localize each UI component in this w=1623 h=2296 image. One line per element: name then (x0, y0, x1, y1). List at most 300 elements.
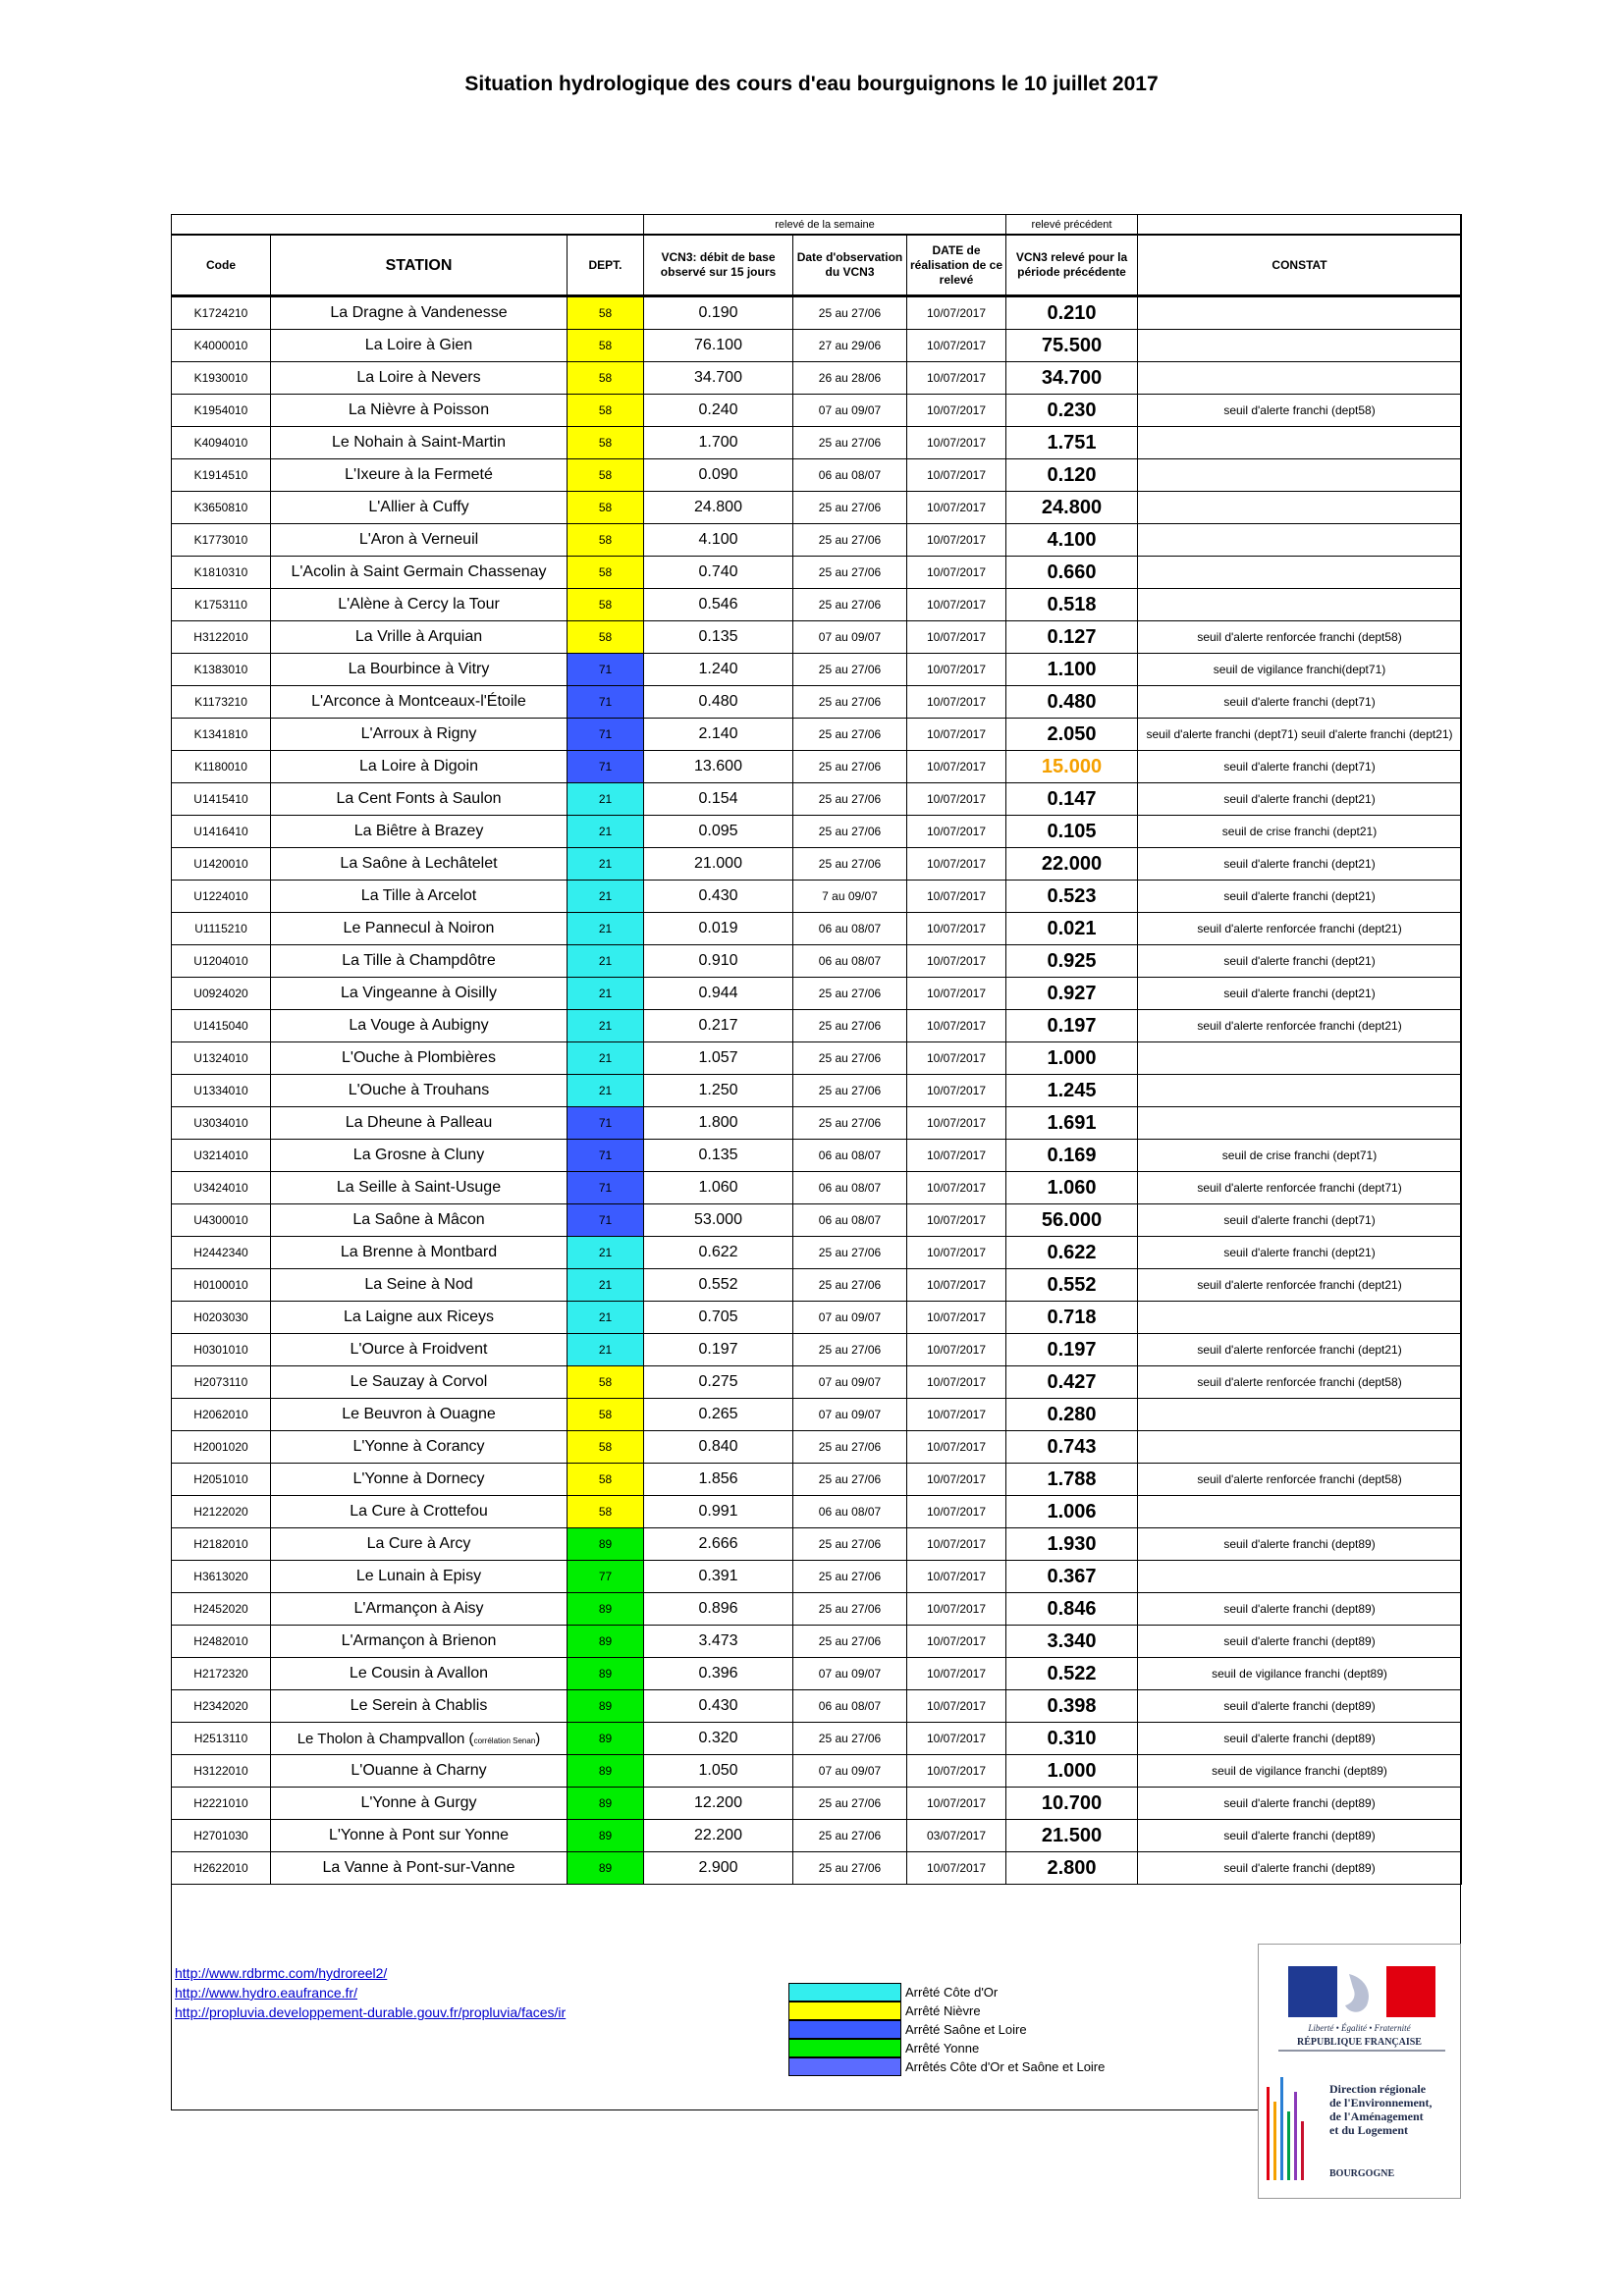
previous-vcn3-value: 0.280 (1006, 1399, 1138, 1431)
dept-code: 21 (568, 848, 644, 881)
vcn3-value: 0.197 (644, 1334, 793, 1366)
vcn3-value: 0.430 (644, 881, 793, 913)
vcn3-value: 0.240 (644, 395, 793, 427)
previous-vcn3-value: 1.006 (1006, 1496, 1138, 1528)
resource-link[interactable]: http://www.hydro.eaufrance.fr/ (175, 1985, 357, 2001)
observation-date: 07 au 09/07 (793, 1366, 907, 1399)
observation-date: 25 au 27/06 (793, 492, 907, 524)
previous-vcn3-value: 0.743 (1006, 1431, 1138, 1464)
previous-vcn3-value: 22.000 (1006, 848, 1138, 881)
station-name: La Saône à Lechâtelet (271, 848, 568, 881)
station-name: L'Armançon à Brienon (271, 1626, 568, 1658)
station-code: U3214010 (172, 1140, 271, 1172)
release-date: 10/07/2017 (907, 1690, 1006, 1723)
previous-vcn3-value: 0.523 (1006, 881, 1138, 913)
station-code: K1383010 (172, 654, 271, 686)
constat-text (1138, 362, 1462, 395)
constat-text: seuil d'alerte franchi (dept21) (1138, 783, 1462, 816)
dept-code: 71 (568, 751, 644, 783)
dreal-logo (1258, 1944, 1461, 2199)
dept-code: 71 (568, 1172, 644, 1204)
observation-date: 25 au 27/06 (793, 1788, 907, 1820)
release-date: 10/07/2017 (907, 1723, 1006, 1755)
table-row (172, 1852, 1462, 1885)
dept-code: 89 (568, 1723, 644, 1755)
station-name: La Cure à Arcy (271, 1528, 568, 1561)
dept-code: 58 (568, 589, 644, 621)
previous-vcn3-value: 0.518 (1006, 589, 1138, 621)
hydro-table (171, 214, 1462, 1885)
station-name: La Seine à Nod (271, 1269, 568, 1302)
release-date: 10/07/2017 (907, 1269, 1006, 1302)
observation-date: 07 au 09/07 (793, 1399, 907, 1431)
release-date: 10/07/2017 (907, 945, 1006, 978)
release-date: 10/07/2017 (907, 1658, 1006, 1690)
table-row (172, 557, 1462, 589)
release-date: 10/07/2017 (907, 1755, 1006, 1788)
vcn3-value: 34.700 (644, 362, 793, 395)
table-row (172, 459, 1462, 492)
table-row (172, 1561, 1462, 1593)
station-name: La Loire à Digoin (271, 751, 568, 783)
previous-vcn3-value: 2.800 (1006, 1852, 1138, 1885)
release-date: 10/07/2017 (907, 751, 1006, 783)
legend-item (788, 2039, 1105, 2057)
column-header-row (172, 235, 1462, 296)
col-header-prev-vcn3: VCN3 relevé pour la période précédente (1006, 235, 1138, 296)
release-date: 10/07/2017 (907, 978, 1006, 1010)
constat-text: seuil de vigilance franchi(dept71) (1138, 654, 1462, 686)
previous-vcn3-value: 0.230 (1006, 395, 1138, 427)
constat-text: seuil d'alerte franchi (dept21) (1138, 881, 1462, 913)
vcn3-value: 21.000 (644, 848, 793, 881)
observation-date: 25 au 27/06 (793, 524, 907, 557)
table-row (172, 1464, 1462, 1496)
constat-text: seuil d'alerte renforcée franchi (dept21) (1138, 1269, 1462, 1302)
previous-vcn3-value: 0.197 (1006, 1334, 1138, 1366)
vcn3-value: 0.217 (644, 1010, 793, 1042)
station-name: La Tille à Champdôtre (271, 945, 568, 978)
vcn3-value: 4.100 (644, 524, 793, 557)
constat-text (1138, 427, 1462, 459)
station-name: La Bourbince à Vitry (271, 654, 568, 686)
table-row (172, 1172, 1462, 1204)
vcn3-value: 13.600 (644, 751, 793, 783)
previous-vcn3-value: 0.718 (1006, 1302, 1138, 1334)
station-code: H0301010 (172, 1334, 271, 1366)
legend-label: Arrêtés Côte d'Or et Saône et Loire (905, 2059, 1106, 2074)
station-name: La Vrille à Arquian (271, 621, 568, 654)
constat-text: seuil d'alerte franchi (dept89) (1138, 1626, 1462, 1658)
dept-code: 21 (568, 913, 644, 945)
legend-label: Arrêté Saône et Loire (905, 2022, 1027, 2037)
table-row (172, 1010, 1462, 1042)
table-row (172, 913, 1462, 945)
constat-text: seuil d'alerte franchi (dept89) (1138, 1690, 1462, 1723)
observation-date: 25 au 27/06 (793, 589, 907, 621)
observation-date: 25 au 27/06 (793, 783, 907, 816)
resource-link[interactable]: http://www.rdbrmc.com/hydroreel2/ (175, 1965, 388, 1981)
group-header-blank (172, 215, 644, 236)
observation-date: 07 au 09/07 (793, 1302, 907, 1334)
table-row (172, 1042, 1462, 1075)
table-row (172, 1820, 1462, 1852)
vcn3-value: 0.896 (644, 1593, 793, 1626)
release-date: 10/07/2017 (907, 1140, 1006, 1172)
dept-code: 58 (568, 362, 644, 395)
table-row (172, 945, 1462, 978)
release-date: 10/07/2017 (907, 654, 1006, 686)
previous-vcn3-value: 0.197 (1006, 1010, 1138, 1042)
station-code: K1954010 (172, 395, 271, 427)
observation-date: 06 au 08/07 (793, 1204, 907, 1237)
legend-swatch (788, 1983, 901, 2002)
constat-text (1138, 1107, 1462, 1140)
table-row (172, 1593, 1462, 1626)
dept-code: 89 (568, 1528, 644, 1561)
release-date: 10/07/2017 (907, 1464, 1006, 1496)
vcn3-value: 0.546 (644, 589, 793, 621)
previous-vcn3-value: 0.660 (1006, 557, 1138, 589)
constat-text: seuil d'alerte franchi (dept21) (1138, 848, 1462, 881)
col-header-vcn3: VCN3: débit de base observé sur 15 jours (644, 235, 793, 296)
station-code: H2073110 (172, 1366, 271, 1399)
logo-republic: RÉPUBLIQUE FRANÇAISE (1297, 2037, 1422, 2048)
vcn3-value: 2.900 (644, 1852, 793, 1885)
station-code: U1415410 (172, 783, 271, 816)
station-name: L'Ixeure à la Fermeté (271, 459, 568, 492)
previous-vcn3-value: 1.060 (1006, 1172, 1138, 1204)
dept-code: 21 (568, 1075, 644, 1107)
previous-vcn3-value: 0.367 (1006, 1561, 1138, 1593)
previous-vcn3-value: 3.340 (1006, 1626, 1138, 1658)
table-row (172, 621, 1462, 654)
release-date: 10/07/2017 (907, 1561, 1006, 1593)
station-code: U1416410 (172, 816, 271, 848)
legend-swatch (788, 2039, 901, 2057)
observation-date: 25 au 27/06 (793, 978, 907, 1010)
constat-text: seuil d'alerte renforcée franchi (dept21) (1138, 1010, 1462, 1042)
legend-label: Arrêté Yonne (905, 2041, 980, 2056)
previous-vcn3-value: 1.788 (1006, 1464, 1138, 1496)
dept-code: 58 (568, 621, 644, 654)
station-code: H2051010 (172, 1464, 271, 1496)
previous-vcn3-value: 0.147 (1006, 783, 1138, 816)
station-name: L'Arconce à Montceaux-l'Étoile (271, 686, 568, 719)
constat-text: seuil d'alerte franchi (dept89) (1138, 1723, 1462, 1755)
resource-link[interactable]: http://propluvia.developpement-durable.gouv.fr/propluvia/faces/ir (175, 2004, 567, 2020)
vcn3-value: 0.991 (644, 1496, 793, 1528)
previous-vcn3-value: 0.105 (1006, 816, 1138, 848)
dept-code: 71 (568, 1107, 644, 1140)
table-row (172, 1237, 1462, 1269)
constat-text (1138, 1075, 1462, 1107)
dept-code: 58 (568, 557, 644, 589)
col-header-station: STATION (271, 235, 568, 296)
dept-code: 89 (568, 1593, 644, 1626)
station-code: U1115210 (172, 913, 271, 945)
dept-code: 89 (568, 1788, 644, 1820)
constat-text: seuil d'alerte renforcée franchi (dept58) (1138, 621, 1462, 654)
release-date: 03/07/2017 (907, 1820, 1006, 1852)
previous-vcn3-value: 0.120 (1006, 459, 1138, 492)
dept-code: 21 (568, 1237, 644, 1269)
previous-vcn3-value: 1.751 (1006, 427, 1138, 459)
table-row (172, 978, 1462, 1010)
station-name: La Dragne à Vandenesse (271, 296, 568, 330)
station-code: K1341810 (172, 719, 271, 751)
release-date: 10/07/2017 (907, 1366, 1006, 1399)
observation-date: 25 au 27/06 (793, 686, 907, 719)
release-date: 10/07/2017 (907, 1334, 1006, 1366)
vcn3-value: 1.250 (644, 1075, 793, 1107)
table-row (172, 881, 1462, 913)
station-name: L'Ouanne à Charny (271, 1755, 568, 1788)
observation-date: 06 au 08/07 (793, 459, 907, 492)
constat-text: seuil d'alerte franchi (dept71) (1138, 751, 1462, 783)
release-date: 10/07/2017 (907, 1042, 1006, 1075)
release-date: 10/07/2017 (907, 1528, 1006, 1561)
release-date: 10/07/2017 (907, 1204, 1006, 1237)
release-date: 10/07/2017 (907, 816, 1006, 848)
table-row (172, 1366, 1462, 1399)
constat-text: seuil d'alerte renforcée franchi (dept21) (1138, 1334, 1462, 1366)
previous-vcn3-value: 15.000 (1006, 751, 1138, 783)
vcn3-value: 1.057 (644, 1042, 793, 1075)
constat-text (1138, 1399, 1462, 1431)
dept-code: 21 (568, 978, 644, 1010)
observation-date: 25 au 27/06 (793, 1107, 907, 1140)
station-code: H2172320 (172, 1658, 271, 1690)
vcn3-value: 0.480 (644, 686, 793, 719)
release-date: 10/07/2017 (907, 589, 1006, 621)
station-name: La Nièvre à Poisson (271, 395, 568, 427)
station-code: K1753110 (172, 589, 271, 621)
station-code: H2482010 (172, 1626, 271, 1658)
vcn3-value: 0.430 (644, 1690, 793, 1723)
station-name: La Cent Fonts à Saulon (271, 783, 568, 816)
constat-text: seuil d'alerte renforcée franchi (dept21) (1138, 913, 1462, 945)
vcn3-value: 2.140 (644, 719, 793, 751)
station-code: H3122010 (172, 1755, 271, 1788)
dept-code: 58 (568, 1464, 644, 1496)
page-title: Situation hydrologique des cours d'eau bourguignons le 10 juillet 2017 (464, 73, 1159, 95)
previous-vcn3-value: 1.100 (1006, 654, 1138, 686)
legend-swatch (788, 2002, 901, 2020)
station-code: K1173210 (172, 686, 271, 719)
station-code: H2442340 (172, 1237, 271, 1269)
station-name: La Brenne à Montbard (271, 1237, 568, 1269)
station-name: La Cure à Crottefou (271, 1496, 568, 1528)
previous-vcn3-value: 0.169 (1006, 1140, 1138, 1172)
observation-date: 07 au 09/07 (793, 621, 907, 654)
dept-code: 21 (568, 1302, 644, 1334)
vcn3-value: 0.740 (644, 557, 793, 589)
previous-vcn3-value: 4.100 (1006, 524, 1138, 557)
observation-date: 25 au 27/06 (793, 1464, 907, 1496)
table-row (172, 816, 1462, 848)
table-row (172, 524, 1462, 557)
station-code: K1930010 (172, 362, 271, 395)
previous-vcn3-value: 0.210 (1006, 296, 1138, 330)
station-code: K1773010 (172, 524, 271, 557)
release-date: 10/07/2017 (907, 913, 1006, 945)
previous-vcn3-value: 1.000 (1006, 1042, 1138, 1075)
vcn3-value: 0.154 (644, 783, 793, 816)
logo-motto: Liberté • Égalité • Fraternité (1308, 2023, 1411, 2033)
release-date: 10/07/2017 (907, 783, 1006, 816)
station-name: La Seille à Saint-Usuge (271, 1172, 568, 1204)
constat-text (1138, 557, 1462, 589)
observation-date: 25 au 27/06 (793, 1561, 907, 1593)
table-row (172, 1755, 1462, 1788)
station-code: U0924020 (172, 978, 271, 1010)
constat-text (1138, 1302, 1462, 1334)
observation-date: 26 au 28/06 (793, 362, 907, 395)
station-name: L'Yonne à Pont sur Yonne (271, 1820, 568, 1852)
observation-date: 25 au 27/06 (793, 816, 907, 848)
station-name: Le Beuvron à Ouagne (271, 1399, 568, 1431)
constat-text (1138, 1496, 1462, 1528)
release-date: 10/07/2017 (907, 1172, 1006, 1204)
observation-date: 25 au 27/06 (793, 654, 907, 686)
release-date: 10/07/2017 (907, 1399, 1006, 1431)
station-code: U1224010 (172, 881, 271, 913)
table-row (172, 783, 1462, 816)
dept-code: 21 (568, 1042, 644, 1075)
table-row (172, 427, 1462, 459)
station-name: L'Ource à Froidvent (271, 1334, 568, 1366)
station-code: H0203030 (172, 1302, 271, 1334)
vcn3-value: 24.800 (644, 492, 793, 524)
observation-date: 06 au 08/07 (793, 1690, 907, 1723)
table-row (172, 1788, 1462, 1820)
station-name: Le Lunain à Episy (271, 1561, 568, 1593)
constat-text: seuil d'alerte franchi (dept21) (1138, 945, 1462, 978)
dept-code: 58 (568, 1431, 644, 1464)
col-header-constat: CONSTAT (1138, 235, 1462, 296)
previous-vcn3-value: 0.622 (1006, 1237, 1138, 1269)
station-name-main: Le Tholon à Champvallon ( (297, 1730, 474, 1747)
dept-code: 58 (568, 296, 644, 330)
vcn3-value: 0.019 (644, 913, 793, 945)
release-date: 10/07/2017 (907, 1496, 1006, 1528)
observation-date: 25 au 27/06 (793, 751, 907, 783)
station-name: L'Yonne à Corancy (271, 1431, 568, 1464)
station-name (271, 1723, 568, 1755)
observation-date: 7 au 09/07 (793, 881, 907, 913)
observation-date: 07 au 09/07 (793, 1755, 907, 1788)
vcn3-value: 0.135 (644, 621, 793, 654)
table-row (172, 492, 1462, 524)
previous-vcn3-value: 21.500 (1006, 1820, 1138, 1852)
release-date: 10/07/2017 (907, 621, 1006, 654)
observation-date: 25 au 27/06 (793, 1723, 907, 1755)
dept-code: 71 (568, 686, 644, 719)
previous-vcn3-value: 1.245 (1006, 1075, 1138, 1107)
table-row (172, 654, 1462, 686)
dept-code: 89 (568, 1626, 644, 1658)
table-row (172, 1528, 1462, 1561)
station-name: La Saône à Mâcon (271, 1204, 568, 1237)
station-name: Le Serein à Chablis (271, 1690, 568, 1723)
previous-vcn3-value: 0.522 (1006, 1658, 1138, 1690)
release-date: 10/07/2017 (907, 1107, 1006, 1140)
station-name: La Loire à Nevers (271, 362, 568, 395)
table-row (172, 751, 1462, 783)
vcn3-value: 76.100 (644, 330, 793, 362)
dept-code: 89 (568, 1755, 644, 1788)
station-name: L'Acolin à Saint Germain Chassenay (271, 557, 568, 589)
table-row (172, 362, 1462, 395)
vcn3-value: 0.552 (644, 1269, 793, 1302)
dept-code: 58 (568, 1399, 644, 1431)
dept-code: 58 (568, 492, 644, 524)
vcn3-value: 0.396 (644, 1658, 793, 1690)
table-row (172, 1658, 1462, 1690)
observation-date: 25 au 27/06 (793, 1075, 907, 1107)
table-row (172, 1334, 1462, 1366)
previous-vcn3-value: 0.927 (1006, 978, 1138, 1010)
station-name: Le Pannecul à Noiron (271, 913, 568, 945)
vcn3-value: 1.060 (644, 1172, 793, 1204)
station-name: L'Armançon à Aisy (271, 1593, 568, 1626)
station-name-note: corrélation Senan (473, 1735, 536, 1745)
release-date: 10/07/2017 (907, 1626, 1006, 1658)
dept-code: 58 (568, 330, 644, 362)
station-code: K1180010 (172, 751, 271, 783)
observation-date: 07 au 09/07 (793, 1658, 907, 1690)
logo-region: BOURGOGNE (1329, 2168, 1395, 2179)
station-code: K4000010 (172, 330, 271, 362)
observation-date: 25 au 27/06 (793, 427, 907, 459)
observation-date: 06 au 08/07 (793, 913, 907, 945)
dept-code: 58 (568, 1496, 644, 1528)
constat-text (1138, 1561, 1462, 1593)
observation-date: 25 au 27/06 (793, 1593, 907, 1626)
station-code: H3122010 (172, 621, 271, 654)
table-row (172, 1075, 1462, 1107)
group-header-row (172, 215, 1462, 236)
station-name: L'Yonne à Dornecy (271, 1464, 568, 1496)
observation-date: 25 au 27/06 (793, 1334, 907, 1366)
previous-vcn3-value: 75.500 (1006, 330, 1138, 362)
release-date: 10/07/2017 (907, 1075, 1006, 1107)
dept-code: 58 (568, 1366, 644, 1399)
constat-text: seuil d'alerte franchi (dept89) (1138, 1788, 1462, 1820)
legend-label: Arrêté Nièvre (905, 2003, 981, 2018)
observation-date: 25 au 27/06 (793, 296, 907, 330)
constat-text: seuil d'alerte franchi (dept71) (1138, 686, 1462, 719)
constat-text: seuil d'alerte franchi (dept89) (1138, 1852, 1462, 1885)
dept-code: 58 (568, 427, 644, 459)
station-name: La Dheune à Palleau (271, 1107, 568, 1140)
dept-code: 58 (568, 395, 644, 427)
previous-vcn3-value: 0.552 (1006, 1269, 1138, 1302)
vcn3-value: 0.320 (644, 1723, 793, 1755)
vcn3-value: 12.200 (644, 1788, 793, 1820)
observation-date: 07 au 09/07 (793, 395, 907, 427)
constat-text: seuil de vigilance franchi (dept89) (1138, 1755, 1462, 1788)
vcn3-value: 1.240 (644, 654, 793, 686)
vcn3-value: 1.700 (644, 427, 793, 459)
previous-vcn3-value: 0.021 (1006, 913, 1138, 945)
observation-date: 06 au 08/07 (793, 1172, 907, 1204)
table-row (172, 1107, 1462, 1140)
constat-text (1138, 296, 1462, 330)
constat-text (1138, 492, 1462, 524)
previous-vcn3-value: 0.398 (1006, 1690, 1138, 1723)
